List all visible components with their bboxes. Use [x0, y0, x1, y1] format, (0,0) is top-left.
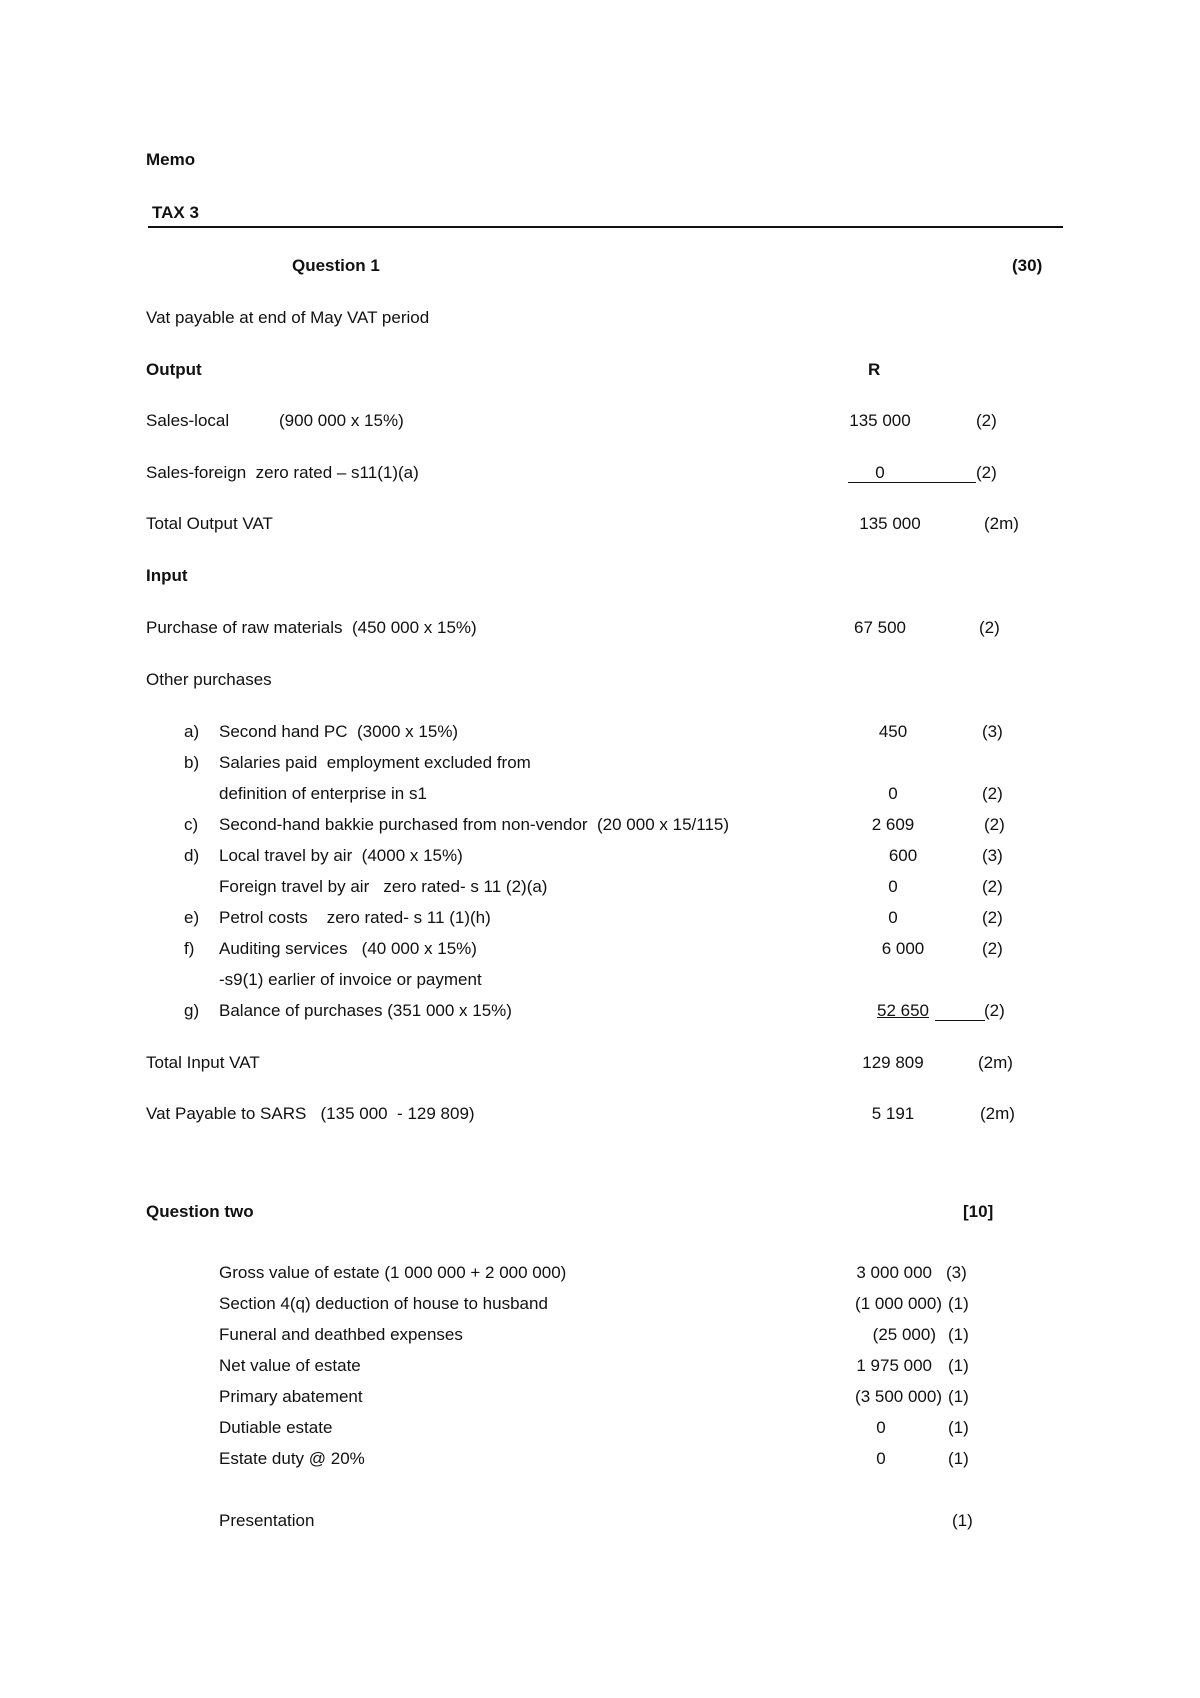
- other-purchases-label: Other purchases: [146, 670, 272, 689]
- q2-row-marks: (1): [948, 1449, 969, 1468]
- item-amount: 6 000: [881, 939, 925, 958]
- q2-row-amount: (25 000): [872, 1325, 936, 1344]
- item-letter: g): [184, 1001, 200, 1020]
- raw-materials-marks: (2): [979, 618, 1000, 637]
- q2-row-desc: Funeral and deathbed expenses: [219, 1325, 463, 1344]
- q2-row-amount: 0: [876, 1449, 886, 1468]
- vat-payable-desc: Vat Payable to SARS (135 000 - 129 809): [146, 1104, 475, 1123]
- item-amount: 450: [878, 722, 908, 741]
- item-desc: Local travel by air (4000 x 15%): [219, 846, 463, 865]
- item-desc: Second hand PC (3000 x 15%): [219, 722, 459, 741]
- item-desc: Foreign travel by air zero rated- s 11 (2)(a): [219, 877, 548, 896]
- total-output-marks: (2m): [984, 514, 1019, 533]
- raw-materials-desc: Purchase of raw materials (450 000 x 15%): [146, 618, 477, 637]
- item-desc: Second-hand bakkie purchased from non-vendor (20 000 x 15/115): [219, 815, 730, 834]
- currency-label: R: [868, 360, 881, 379]
- item-letter: b): [184, 753, 200, 772]
- q2-row-desc: Gross value of estate (1 000 000 + 2 000 000): [219, 1263, 567, 1282]
- q2-row-desc: Section 4(q) deduction of house to husband: [219, 1294, 548, 1313]
- total-input-desc: Total Input VAT: [146, 1053, 260, 1072]
- presentation-desc: Presentation: [219, 1511, 315, 1530]
- sales-local-calc: (900 000 x 15%): [279, 411, 404, 430]
- sales-local-desc: Sales-local: [146, 411, 230, 430]
- item-letter: a): [184, 722, 200, 741]
- total-output-amount: 135 000: [859, 514, 921, 533]
- q2-row-desc: Dutiable estate: [219, 1418, 333, 1437]
- q2-row-marks: (3): [946, 1263, 967, 1282]
- q2-row-marks: (1): [948, 1418, 969, 1437]
- q2-row-marks: (1): [948, 1356, 969, 1375]
- q2-row-amount: 1 975 000: [856, 1356, 932, 1375]
- item-desc: Auditing services (40 000 x 15%): [219, 939, 477, 958]
- item-desc: Salaries paid employment excluded from: [219, 753, 531, 772]
- subject-label: TAX 3: [152, 203, 199, 222]
- q2-row-amount: (3 500 000): [855, 1387, 942, 1406]
- sales-local-amount: 135 000: [849, 411, 911, 430]
- item-amount: 0: [888, 877, 898, 896]
- memo-title: Memo: [146, 150, 196, 169]
- item-marks: (2): [984, 815, 1005, 834]
- item-letter: c): [184, 815, 199, 834]
- item-desc: Petrol costs zero rated- s 11 (1)(h): [219, 908, 491, 927]
- total-input-marks: (2m): [978, 1053, 1013, 1072]
- item-amount: 0: [888, 908, 898, 927]
- item-desc: definition of enterprise in s1: [219, 784, 427, 803]
- item-amount: 2 609: [871, 815, 915, 834]
- q1-heading: Question 1: [292, 256, 380, 275]
- q2-row-amount: 3 000 000: [856, 1263, 932, 1282]
- vat-payable-amount: 5 191: [871, 1104, 915, 1123]
- q1-intro: Vat payable at end of May VAT period: [146, 308, 430, 327]
- q2-row-marks: (1): [948, 1325, 969, 1344]
- item-letter: e): [184, 908, 200, 927]
- item-marks: (3): [982, 722, 1003, 741]
- q2-row-desc: Estate duty @ 20%: [219, 1449, 365, 1468]
- item-desc: -s9(1) earlier of invoice or payment: [219, 970, 482, 989]
- q2-row-amount: 0: [876, 1418, 886, 1437]
- item-marks: (3): [982, 846, 1003, 865]
- item-letter: f): [184, 939, 195, 958]
- item-desc: Balance of purchases (351 000 x 15%): [219, 1001, 512, 1020]
- item-amount: 600: [888, 846, 918, 865]
- q1-marks: (30): [1012, 256, 1043, 275]
- sales-foreign-marks: (2): [976, 463, 997, 482]
- q2-row-desc: Primary abatement: [219, 1387, 363, 1406]
- q2-heading: Question two: [146, 1202, 254, 1221]
- sales-foreign-amount: 0: [875, 463, 885, 482]
- item-amount: 52 650: [877, 1001, 929, 1020]
- item-letter: d): [184, 846, 200, 865]
- item-amount: 0: [888, 784, 898, 803]
- item-marks: (2): [982, 784, 1003, 803]
- sales-foreign-desc: Sales-foreign zero rated – s11(1)(a): [146, 463, 419, 482]
- g-underline: [935, 1020, 985, 1021]
- q2-row-marks: (1): [948, 1294, 969, 1313]
- item-marks: (2): [982, 939, 1003, 958]
- item-marks: (2): [982, 908, 1003, 927]
- q2-row-desc: Net value of estate: [219, 1356, 361, 1375]
- output-label: Output: [146, 360, 202, 379]
- q2-row-marks: (1): [948, 1387, 969, 1406]
- total-input-amount: 129 809: [862, 1053, 924, 1072]
- total-output-desc: Total Output VAT: [146, 514, 273, 533]
- header-rule: [148, 226, 1063, 228]
- q2-marks: [10]: [963, 1202, 994, 1221]
- presentation-marks: (1): [952, 1511, 973, 1530]
- item-marks: (2): [984, 1001, 1005, 1020]
- sales-foreign-underline: [848, 482, 976, 483]
- raw-materials-amount: 67 500: [854, 618, 906, 637]
- q2-row-amount: (1 000 000): [855, 1294, 942, 1313]
- vat-payable-marks: (2m): [980, 1104, 1015, 1123]
- input-label: Input: [146, 566, 188, 585]
- sales-local-marks: (2): [976, 411, 997, 430]
- item-marks: (2): [982, 877, 1003, 896]
